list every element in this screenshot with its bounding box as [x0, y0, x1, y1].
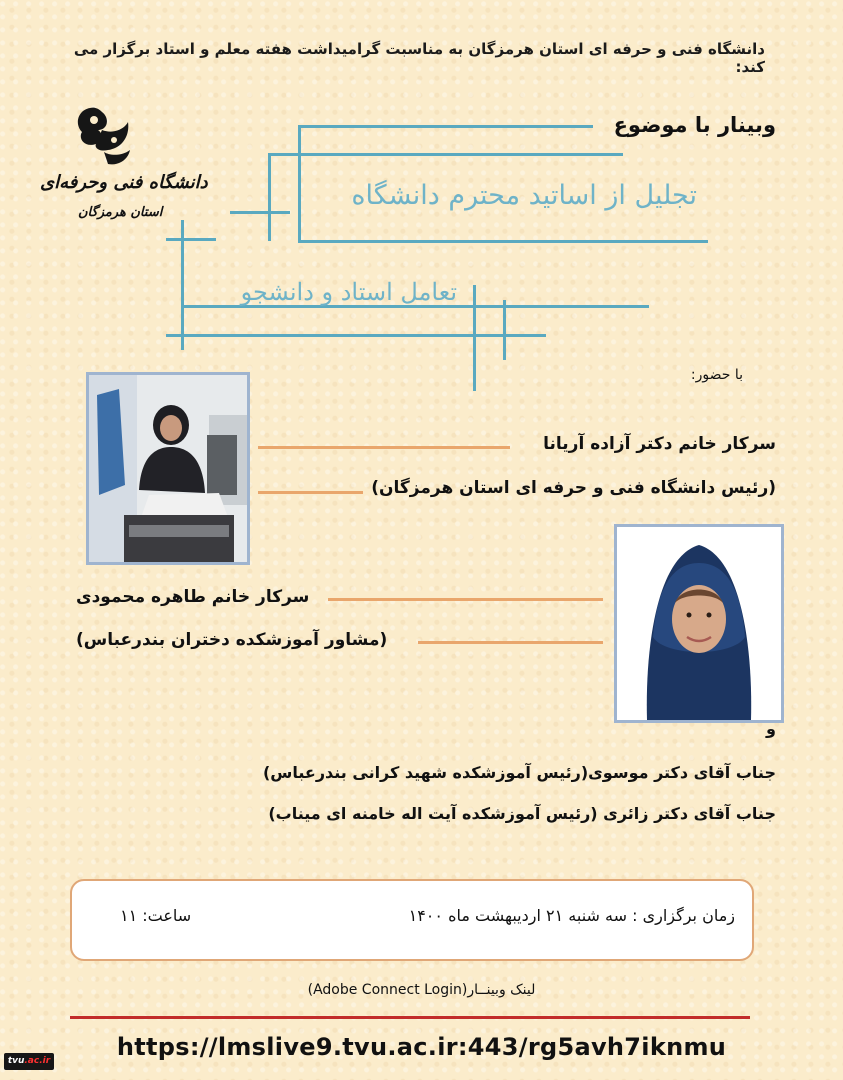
event-date: زمان برگزاری : سه شنبه ۲۱ اردیبهشت ماه ۱۴۰۰ — [408, 906, 735, 925]
decor-line — [166, 334, 546, 337]
speaker-line — [328, 598, 603, 601]
attendance-label: با حضور: — [690, 367, 743, 383]
decor-line — [503, 300, 506, 360]
speaker-line — [418, 641, 603, 644]
speaker-1-name: سرکار خانم دکتر آزاده آریانا — [543, 434, 776, 454]
decor-line — [473, 285, 476, 391]
speaker-1-role: (رئیس دانشگاه فنی و حرفه ای استان هرمزگان) — [371, 478, 776, 498]
decor-line — [268, 153, 623, 156]
badge-accent-text: .ac.ir — [24, 1056, 51, 1066]
speaker-2-role: (مشاور آموزشکده دختران بندرعباس) — [76, 630, 388, 650]
site-badge[interactable] — [4, 1053, 54, 1070]
speaker-photo-2 — [614, 524, 784, 723]
attendee-2: جناب آقای دکتر زائری (رئیس آموزشکده آیت اله خامنه ای میناب) — [268, 804, 776, 823]
decor-line — [298, 125, 301, 240]
webinar-label: وبینار با موضوع — [613, 113, 776, 137]
speaker-2-name: سرکار خانم طاهره محمودی — [76, 587, 310, 607]
decor-line — [166, 238, 216, 241]
webinar-url-link[interactable]: https://lmslive9.tvu.ac.ir:443/rg5avh7iknmu — [116, 1033, 727, 1061]
decor-line — [268, 153, 271, 241]
speaker-line — [258, 446, 510, 449]
decor-line — [181, 220, 184, 350]
topic-primary: تجلیل از اساتید محترم دانشگاه — [351, 180, 697, 211]
decor-line — [230, 211, 290, 214]
portrait-office-icon — [89, 375, 247, 562]
speaker-line — [258, 491, 363, 494]
badge-main-text: tvu — [7, 1056, 25, 1066]
and-text: و — [766, 719, 776, 738]
divider-red — [70, 1016, 750, 1019]
webinar-link-label: لینک وبینــار(Adobe Connect Login) — [307, 982, 536, 998]
announcement-header: دانشگاه فنی و حرفه ای استان هرمزگان به مناسبت گرامیداشت هفته معلم و استاد برگزار می کند: — [73, 40, 765, 76]
logo-text-university: دانشگاه فنی وحرفه‌ای — [40, 172, 208, 193]
logo-text-province: استان هرمزگان — [78, 205, 163, 220]
speaker-photo-1 — [86, 372, 250, 565]
decor-line — [298, 240, 708, 243]
event-hour: ساعت: ۱۱ — [120, 906, 192, 925]
portrait-hijab-icon — [617, 527, 781, 720]
attendee-1: جناب آقای دکتر موسوی(رئیس آموزشکده شهید کرانی بندرعباس) — [262, 763, 776, 782]
decor-line — [298, 125, 593, 128]
topic-secondary: تعامل استاد و دانشجو — [240, 278, 457, 306]
